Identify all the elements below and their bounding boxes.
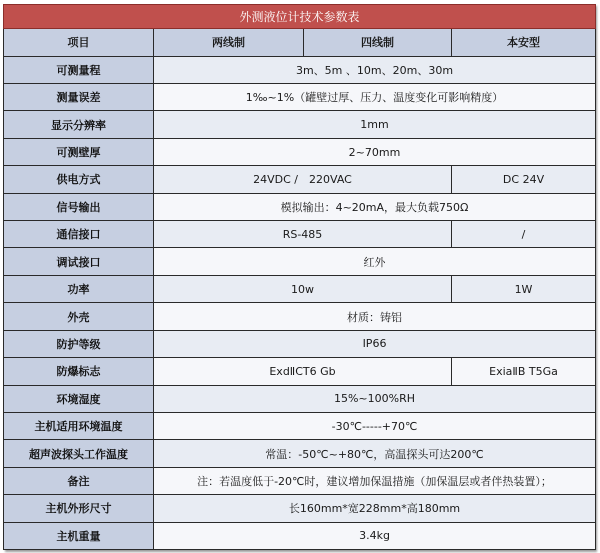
row-label-range: 可测量程 xyxy=(4,56,154,83)
row-label-error: 测量误差 xyxy=(4,84,154,111)
row-value-humidity: 15%~100%RH xyxy=(154,385,596,412)
row-label-comm: 通信接口 xyxy=(4,221,154,248)
row-value-probe-temp: 常温：-50℃~+80℃，高温探头可达200℃ xyxy=(154,440,596,467)
table-row xyxy=(4,303,596,330)
table-row xyxy=(4,467,596,494)
row-label-ip: 防护等级 xyxy=(4,330,154,357)
row-label-signal: 信号输出 xyxy=(4,193,154,220)
row-label-resolution: 显示分辨率 xyxy=(4,111,154,138)
table-row xyxy=(4,330,596,357)
spec-table xyxy=(3,4,596,550)
row-value-size: 长160mm*宽228mm*高180mm xyxy=(154,495,596,522)
row-value-signal: 模拟输出：4~20mA，最大负载750Ω xyxy=(154,193,596,220)
table-row xyxy=(4,56,596,83)
table-row xyxy=(4,84,596,111)
table-row xyxy=(4,166,596,193)
row-value-comm-right: / xyxy=(452,221,596,248)
row-label-power-supply: 供电方式 xyxy=(4,166,154,193)
row-label-ex: 防爆标志 xyxy=(4,358,154,385)
row-label-probe-temp: 超声波探头工作温度 xyxy=(4,440,154,467)
row-label-wall: 可测壁厚 xyxy=(4,138,154,165)
header-two-wire: 两线制 xyxy=(154,29,304,56)
table-row xyxy=(4,495,596,522)
row-value-note: 注：若温度低于-20℃时，建议增加保温措施（加保温层或者伴热装置）； xyxy=(154,467,596,494)
table-row xyxy=(4,522,596,549)
header-item: 项目 xyxy=(4,29,154,56)
row-value-debug: 红外 xyxy=(154,248,596,275)
row-value-comm-left: RS-485 xyxy=(154,221,452,248)
table-row xyxy=(4,275,596,302)
row-value-resolution: 1mm xyxy=(154,111,596,138)
row-value-wall: 2~70mm xyxy=(154,138,596,165)
row-value-power-supply-left: 24VDC / 220VAC xyxy=(154,166,452,193)
row-label-note: 备注 xyxy=(4,467,154,494)
row-value-host-temp: -30℃-----+70℃ xyxy=(154,412,596,439)
row-label-host-temp: 主机适用环境温度 xyxy=(4,412,154,439)
row-value-ex-left: ExdⅡCT6 Gb xyxy=(154,358,452,385)
row-label-debug: 调试接口 xyxy=(4,248,154,275)
spec-table-container xyxy=(3,4,595,550)
row-value-range: 3m、5m 、10m、20m、30m xyxy=(154,56,596,83)
row-label-power-w: 功率 xyxy=(4,275,154,302)
row-label-weight: 主机重量 xyxy=(4,522,154,549)
table-row xyxy=(4,412,596,439)
row-value-ex-right: ExiaⅡB T5Ga xyxy=(452,358,596,385)
table-row xyxy=(4,358,596,385)
row-value-weight: 3.4kg xyxy=(154,522,596,549)
row-value-ip: IP66 xyxy=(154,330,596,357)
row-value-power-w-left: 10w xyxy=(154,275,452,302)
row-label-size: 主机外形尺寸 xyxy=(4,495,154,522)
row-value-error: 1‰~1%（罐壁过厚、压力、温度变化可影响精度） xyxy=(154,84,596,111)
table-row xyxy=(4,440,596,467)
table-row xyxy=(4,221,596,248)
table-row xyxy=(4,193,596,220)
row-value-power-w-right: 1W xyxy=(452,275,596,302)
row-value-power-supply-right: DC 24V xyxy=(452,166,596,193)
row-value-shell: 材质：铸铝 xyxy=(154,303,596,330)
row-label-shell: 外壳 xyxy=(4,303,154,330)
table-row xyxy=(4,248,596,275)
header-intrinsic-safe: 本安型 xyxy=(452,29,596,56)
row-label-humidity: 环境湿度 xyxy=(4,385,154,412)
header-four-wire: 四线制 xyxy=(304,29,452,56)
table-row xyxy=(4,111,596,138)
table-row xyxy=(4,385,596,412)
table-title: 外测液位计技术参数表 xyxy=(4,5,596,29)
table-row xyxy=(4,138,596,165)
